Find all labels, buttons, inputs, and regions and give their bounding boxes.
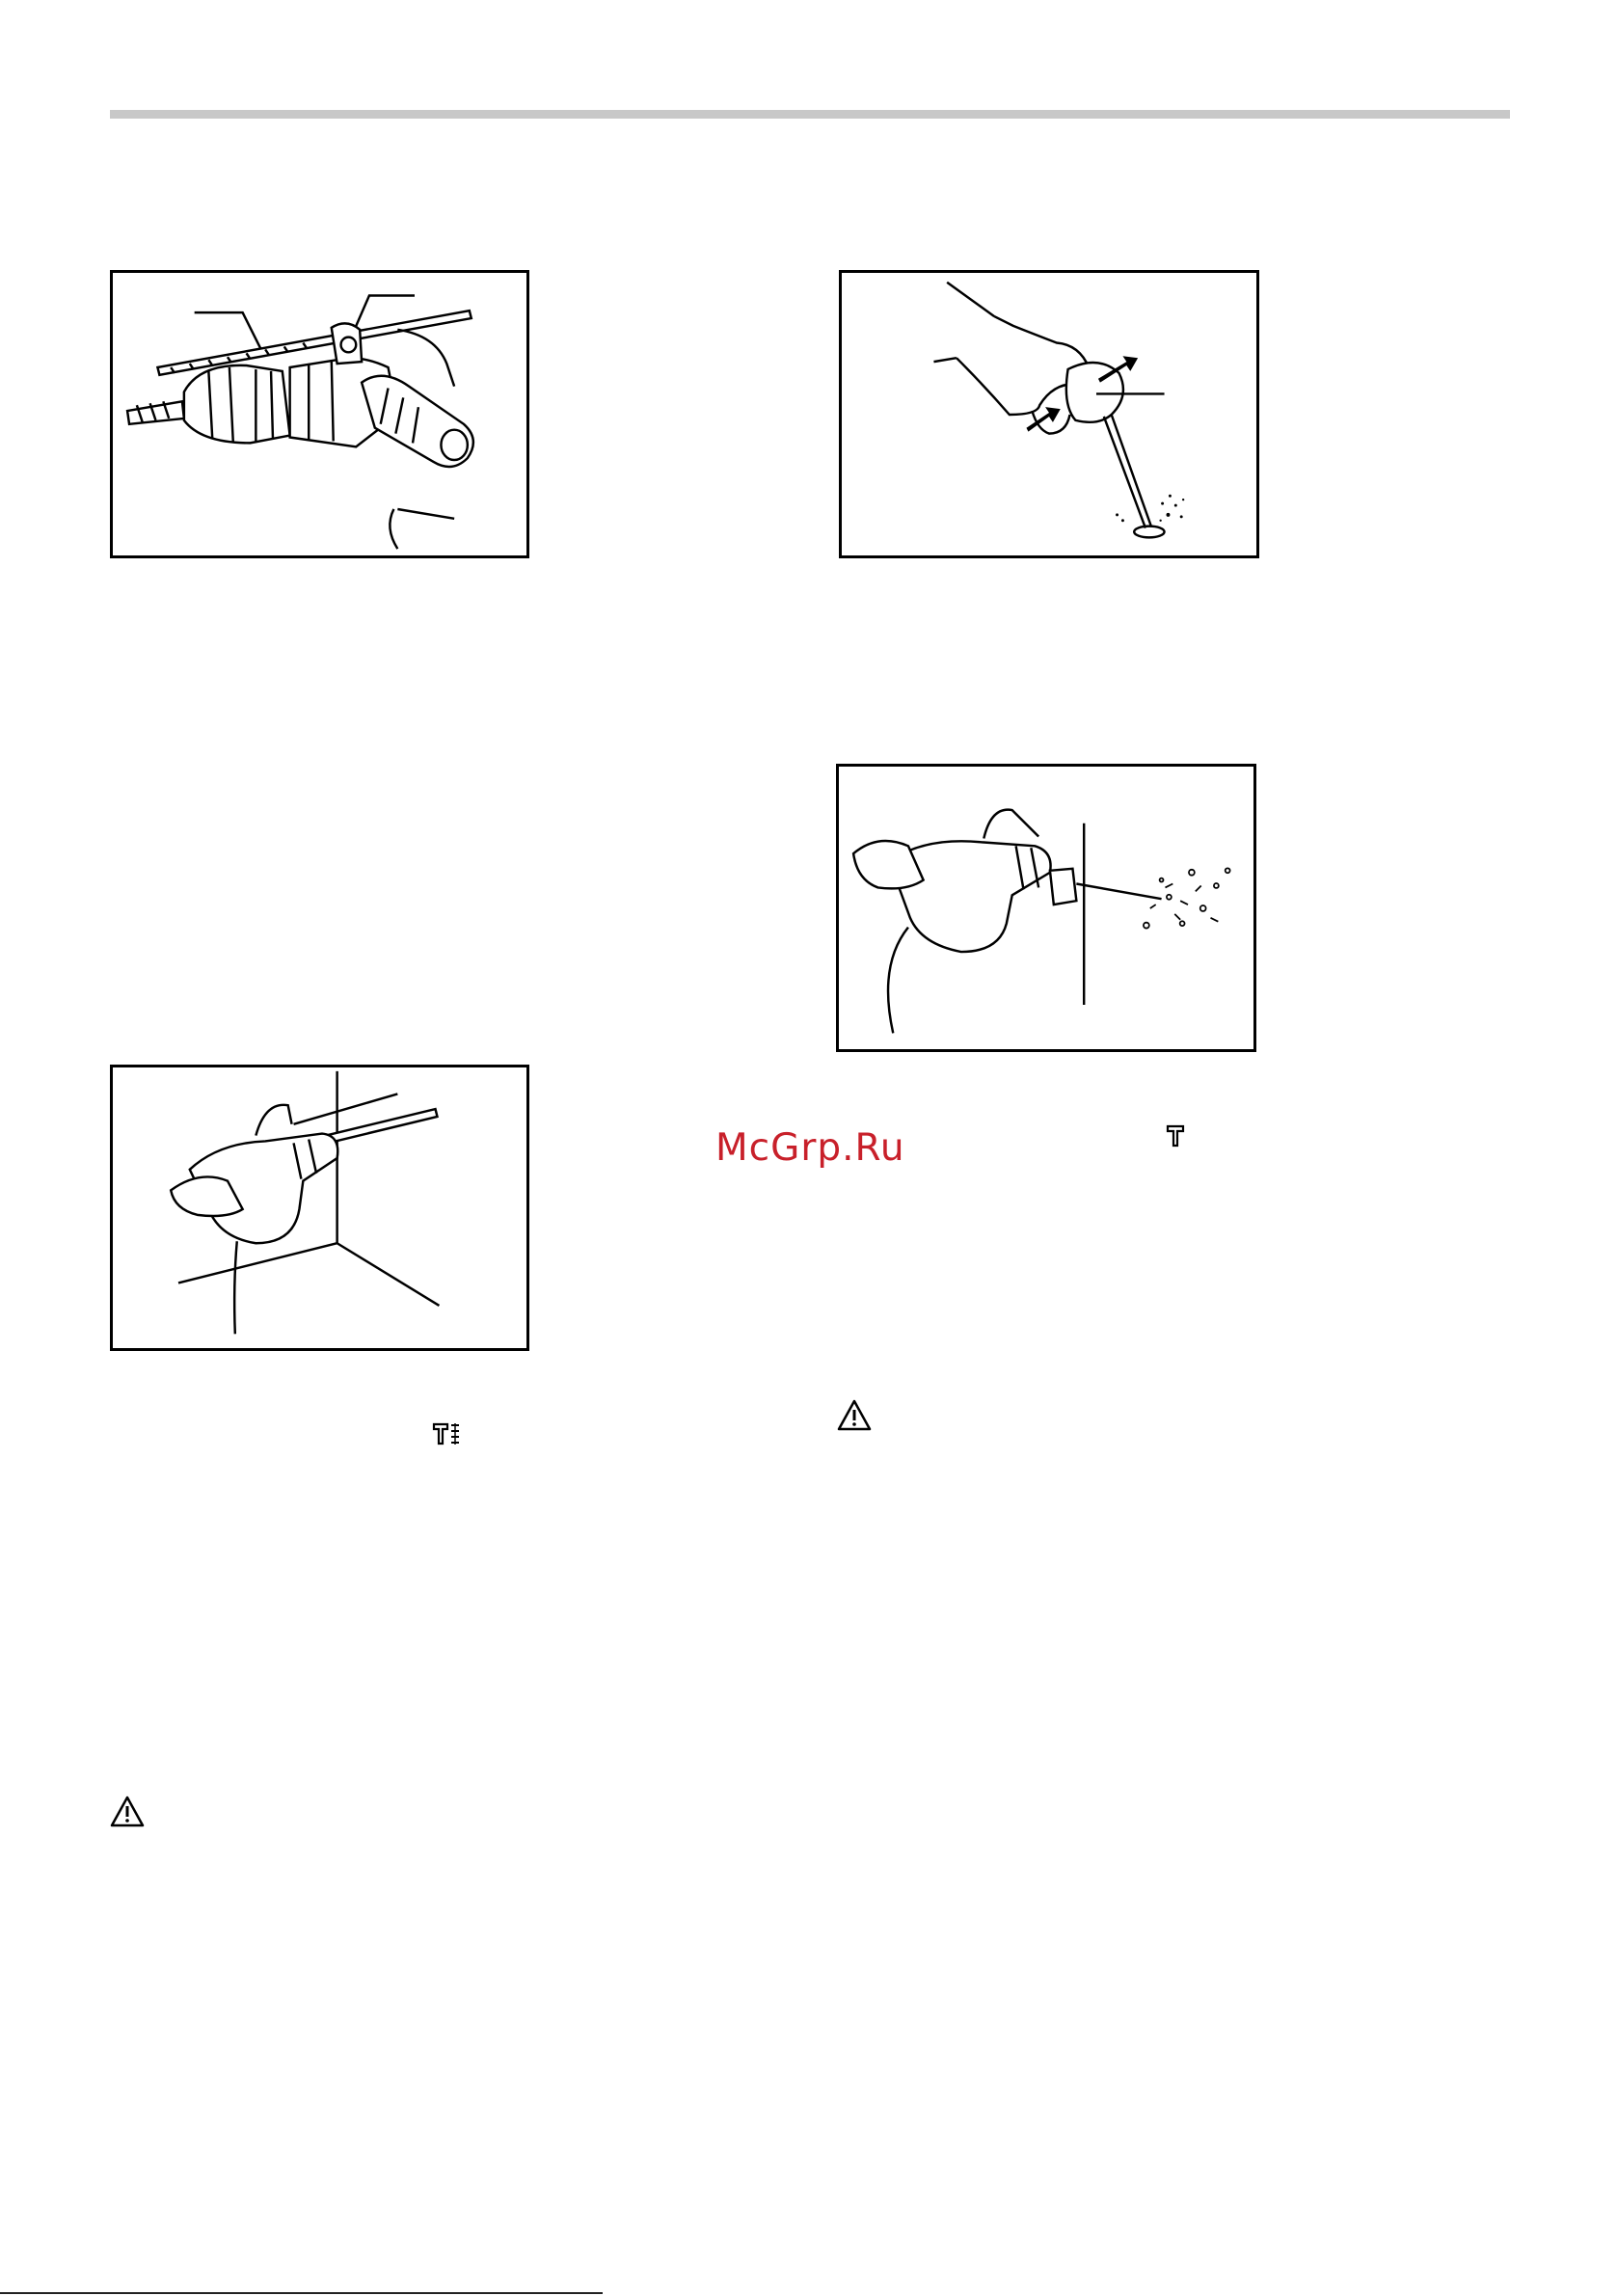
header-rule	[110, 110, 1510, 119]
drill-into-wall-drawing	[113, 1067, 526, 1348]
warning-triangle-icon	[837, 1399, 872, 1431]
figure-blow-out-bulb	[839, 270, 1259, 558]
depth-gauge-drawing	[113, 273, 526, 555]
blow-out-bulb-drawing	[842, 273, 1256, 555]
watermark: McGrp.Ru	[715, 1126, 905, 1170]
hammer-with-rotation-icon	[432, 1421, 461, 1446]
figure-depth-gauge	[110, 270, 529, 558]
warning-triangle-icon	[110, 1796, 145, 1827]
chiselling-drawing	[839, 767, 1253, 1049]
hammer-only-icon	[1166, 1123, 1185, 1148]
figure-chiselling	[836, 764, 1256, 1052]
footer-rule	[0, 2292, 603, 2294]
figure-drill-into-wall	[110, 1065, 529, 1351]
